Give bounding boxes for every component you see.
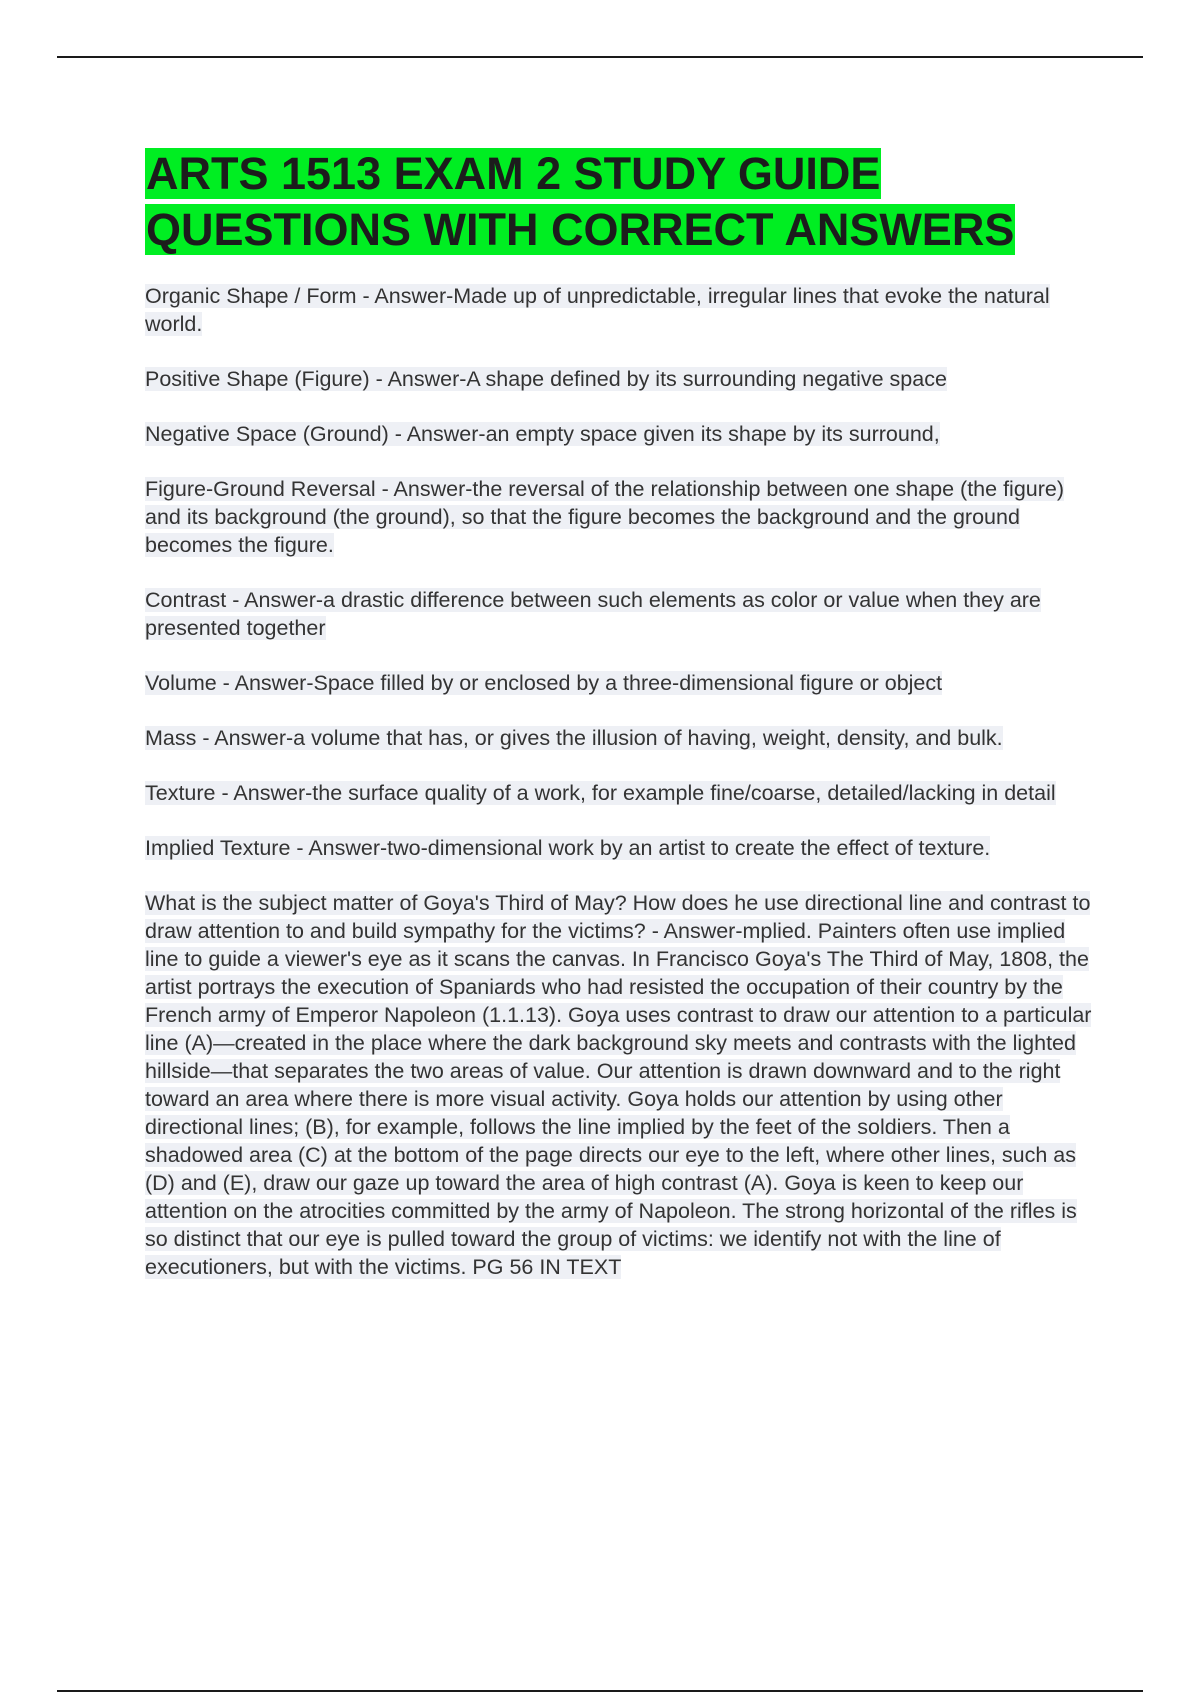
qa-entry-figure-ground-reversal — [145, 475, 1095, 559]
qa-entry-text: Implied Texture - Answer-two-dimensional work by an artist to create the effect of texture. — [145, 836, 991, 860]
qa-entry-text: Texture - Answer-the surface quality of a work, for example fine/coarse, detailed/lacking in detail — [145, 781, 1056, 805]
qa-entry-goya-third-of-may — [145, 889, 1095, 1281]
qa-entry-text: Positive Shape (Figure) - Answer-A shape defined by its surrounding negative space — [145, 367, 947, 391]
qa-entry-texture — [145, 779, 1095, 807]
document-content — [145, 146, 1095, 1308]
qa-entry-text: Negative Space (Ground) - Answer-an empty space given its shape by its surround, — [145, 422, 940, 446]
qa-entry-positive-shape — [145, 365, 1095, 393]
qa-entry-text: Figure-Ground Reversal - Answer-the reversal of the relationship between one shape (the figure) and its background (the ground), so that the figure becomes the background and the ground becomes the figure. — [145, 477, 1065, 557]
qa-list — [145, 282, 1095, 1281]
qa-entry-implied-texture — [145, 834, 1095, 862]
bottom-rule — [57, 1690, 1143, 1692]
qa-entry-volume — [145, 669, 1095, 697]
qa-entry-text: What is the subject matter of Goya's Third of May? How does he use directional line and contrast to draw attention to and build sympathy for the victims? - Answer-mplied. Painters often use implied line to guide a viewer's eye as it scans the canvas. In Francisco Goya's The Third of May, 1808, the artist portrays the execution of Spaniards who had resisted the occupation of their country by the French army of Emperor Napoleon (1.1.13). Goya uses contrast to draw our attention to a particular line (A)—created in the place where the dark background sky meets and contrasts with the lighted hillside—that separates the two areas of value. Our attention is drawn downward and to the right toward an area where there is more visual activity. Goya holds our attention by using other directional lines; (B), for example, follows the line implied by the feet of the soldiers. Then a shadowed area (C) at the bottom of the page directs our eye to the left, where other lines, such as (D) and (E), draw our gaze up toward the area of high contrast (A). Goya is keen to keep our attention on the atrocities committed by the army of Napoleon. The strong horizontal of the rifles is so distinct that our eye is pulled toward the group of victims: we identify not with the line of executioners, but with the victims. PG 56 IN TEXT — [145, 891, 1092, 1279]
qa-entry-text: Organic Shape / Form - Answer-Made up of unpredictable, irregular lines that evoke the natural world. — [145, 284, 1050, 336]
qa-entry-contrast — [145, 586, 1095, 642]
qa-entry-organic-shape — [145, 282, 1095, 338]
qa-entry-text: Mass - Answer-a volume that has, or gives the illusion of having, weight, density, and bulk. — [145, 726, 1003, 750]
qa-entry-mass — [145, 724, 1095, 752]
qa-entry-text: Contrast - Answer-a drastic difference between such elements as color or value when they are presented together — [145, 588, 1041, 640]
qa-entry-text: Volume - Answer-Space filled by or enclosed by a three-dimensional figure or object — [145, 671, 943, 695]
top-rule — [57, 56, 1143, 58]
document-title-text: ARTS 1513 EXAM 2 STUDY GUIDE QUESTIONS WITH CORRECT ANSWERS — [146, 148, 1015, 255]
document-title — [145, 146, 1095, 258]
qa-entry-negative-space — [145, 420, 1095, 448]
